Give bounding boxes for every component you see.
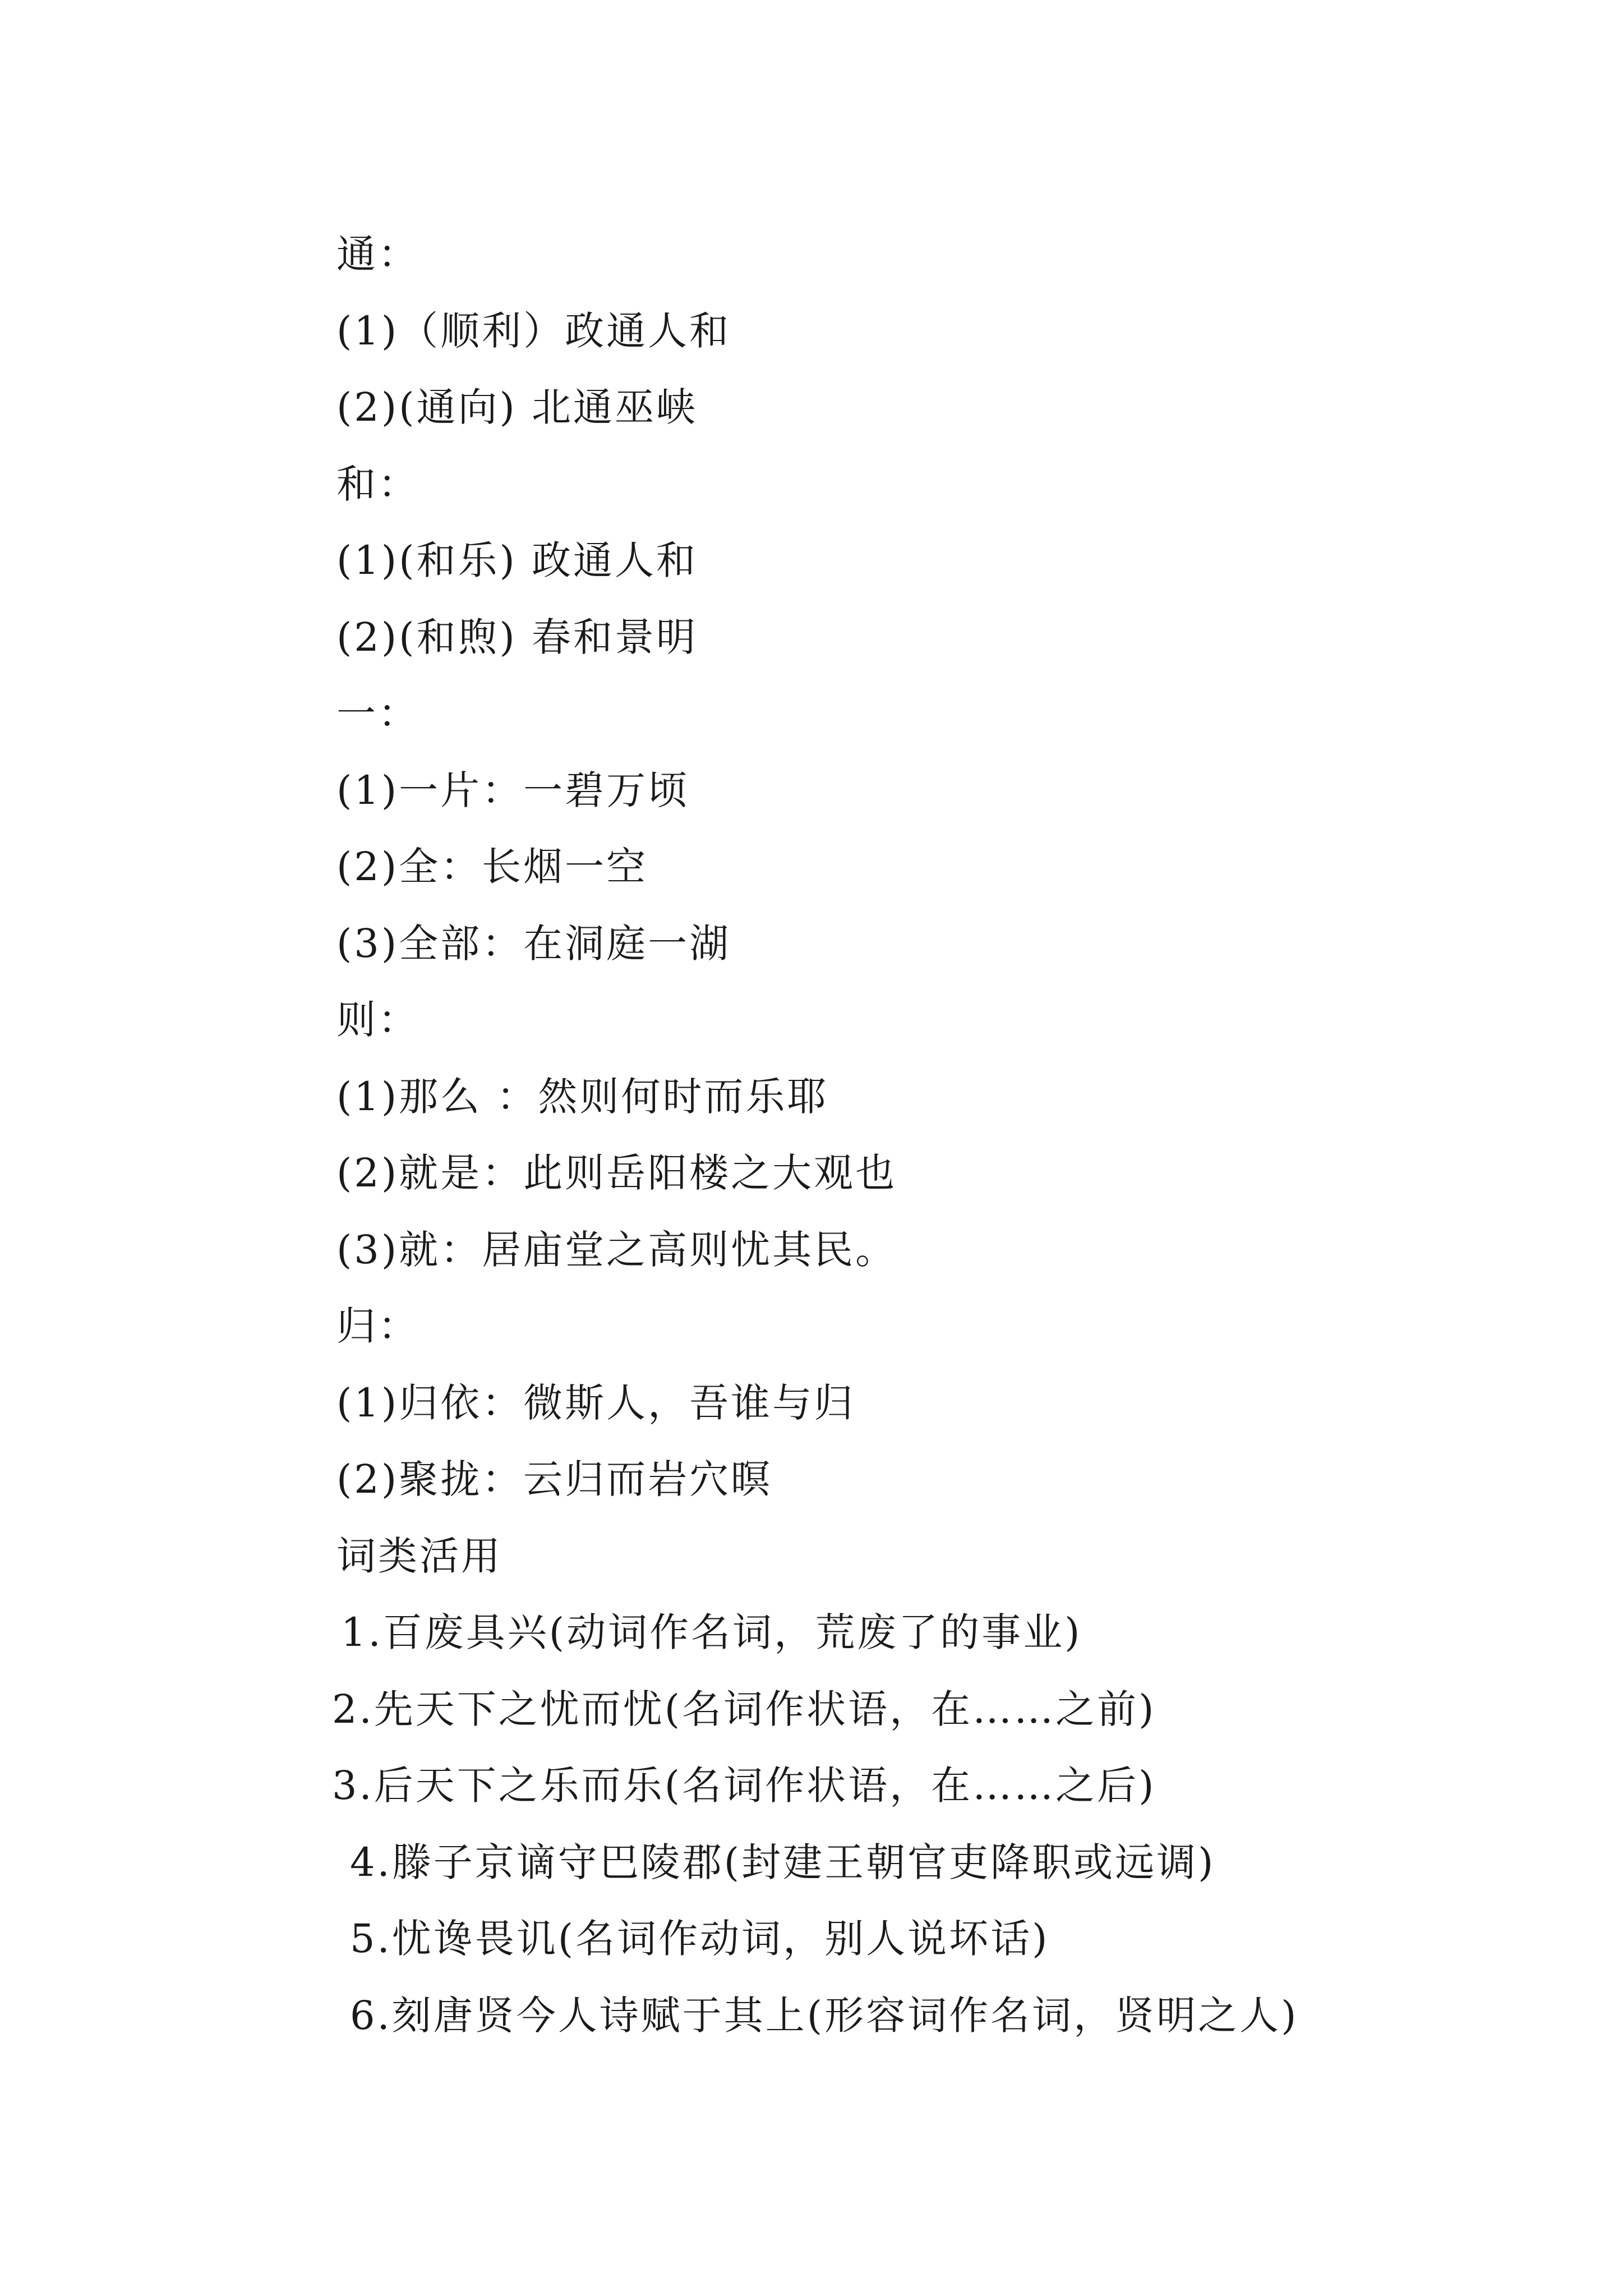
- numbered-item: 2.先天下之忧而忧(名词作状语，在……之前): [332, 1686, 1156, 1732]
- heading-yi: 一：: [336, 691, 419, 737]
- entry-line: (1)一片：一碧万顷: [336, 767, 690, 813]
- heading-he: 和：: [336, 461, 419, 507]
- entry-line: (3)全部：在洞庭一湖: [336, 920, 731, 967]
- numbered-item: 1.百废具兴(动词作名词，荒废了的事业): [341, 1609, 1082, 1655]
- entry-line: (3)就：居庙堂之高则忧其民。: [336, 1226, 897, 1273]
- entry-line: (2)(和煦) 春和景明: [336, 614, 698, 660]
- entry-line: (2)就是：此则岳阳楼之大观也: [336, 1150, 897, 1196]
- document-body: [332, 216, 1514, 2054]
- entry-line: (2)(通向) 北通巫峡: [336, 384, 698, 430]
- entry-line: (2)全：长烟一空: [336, 844, 648, 890]
- section-heading-word-class: 词类活用: [336, 1533, 502, 1579]
- numbered-item: 4.滕子京谪守巴陵郡(封建王朝官吏降职或远调): [350, 1839, 1216, 1885]
- entry-line: (1)（顺利）政通人和: [336, 307, 731, 354]
- numbered-item: 5.忧谗畏讥(名词作动词，别人说坏话): [350, 1916, 1050, 1962]
- entry-line: (1)那么 ：然则何时而乐耶: [336, 1073, 829, 1120]
- entry-line: (2)聚拢：云归而岩穴暝: [336, 1456, 773, 1502]
- heading-ze: 则：: [336, 997, 419, 1043]
- entry-line: (1)归依：微斯人，吾谁与归: [336, 1379, 856, 1426]
- entry-line: (1)(和乐) 政通人和: [336, 537, 698, 583]
- heading-tong: 通：: [336, 231, 419, 277]
- heading-gui: 归：: [336, 1303, 419, 1349]
- numbered-item: 6.刻唐贤今人诗赋于其上(形容词作名词，贤明之人): [350, 1992, 1299, 2039]
- numbered-item: 3.后天下之乐而乐(名词作状语，在……之后): [332, 1763, 1156, 1809]
